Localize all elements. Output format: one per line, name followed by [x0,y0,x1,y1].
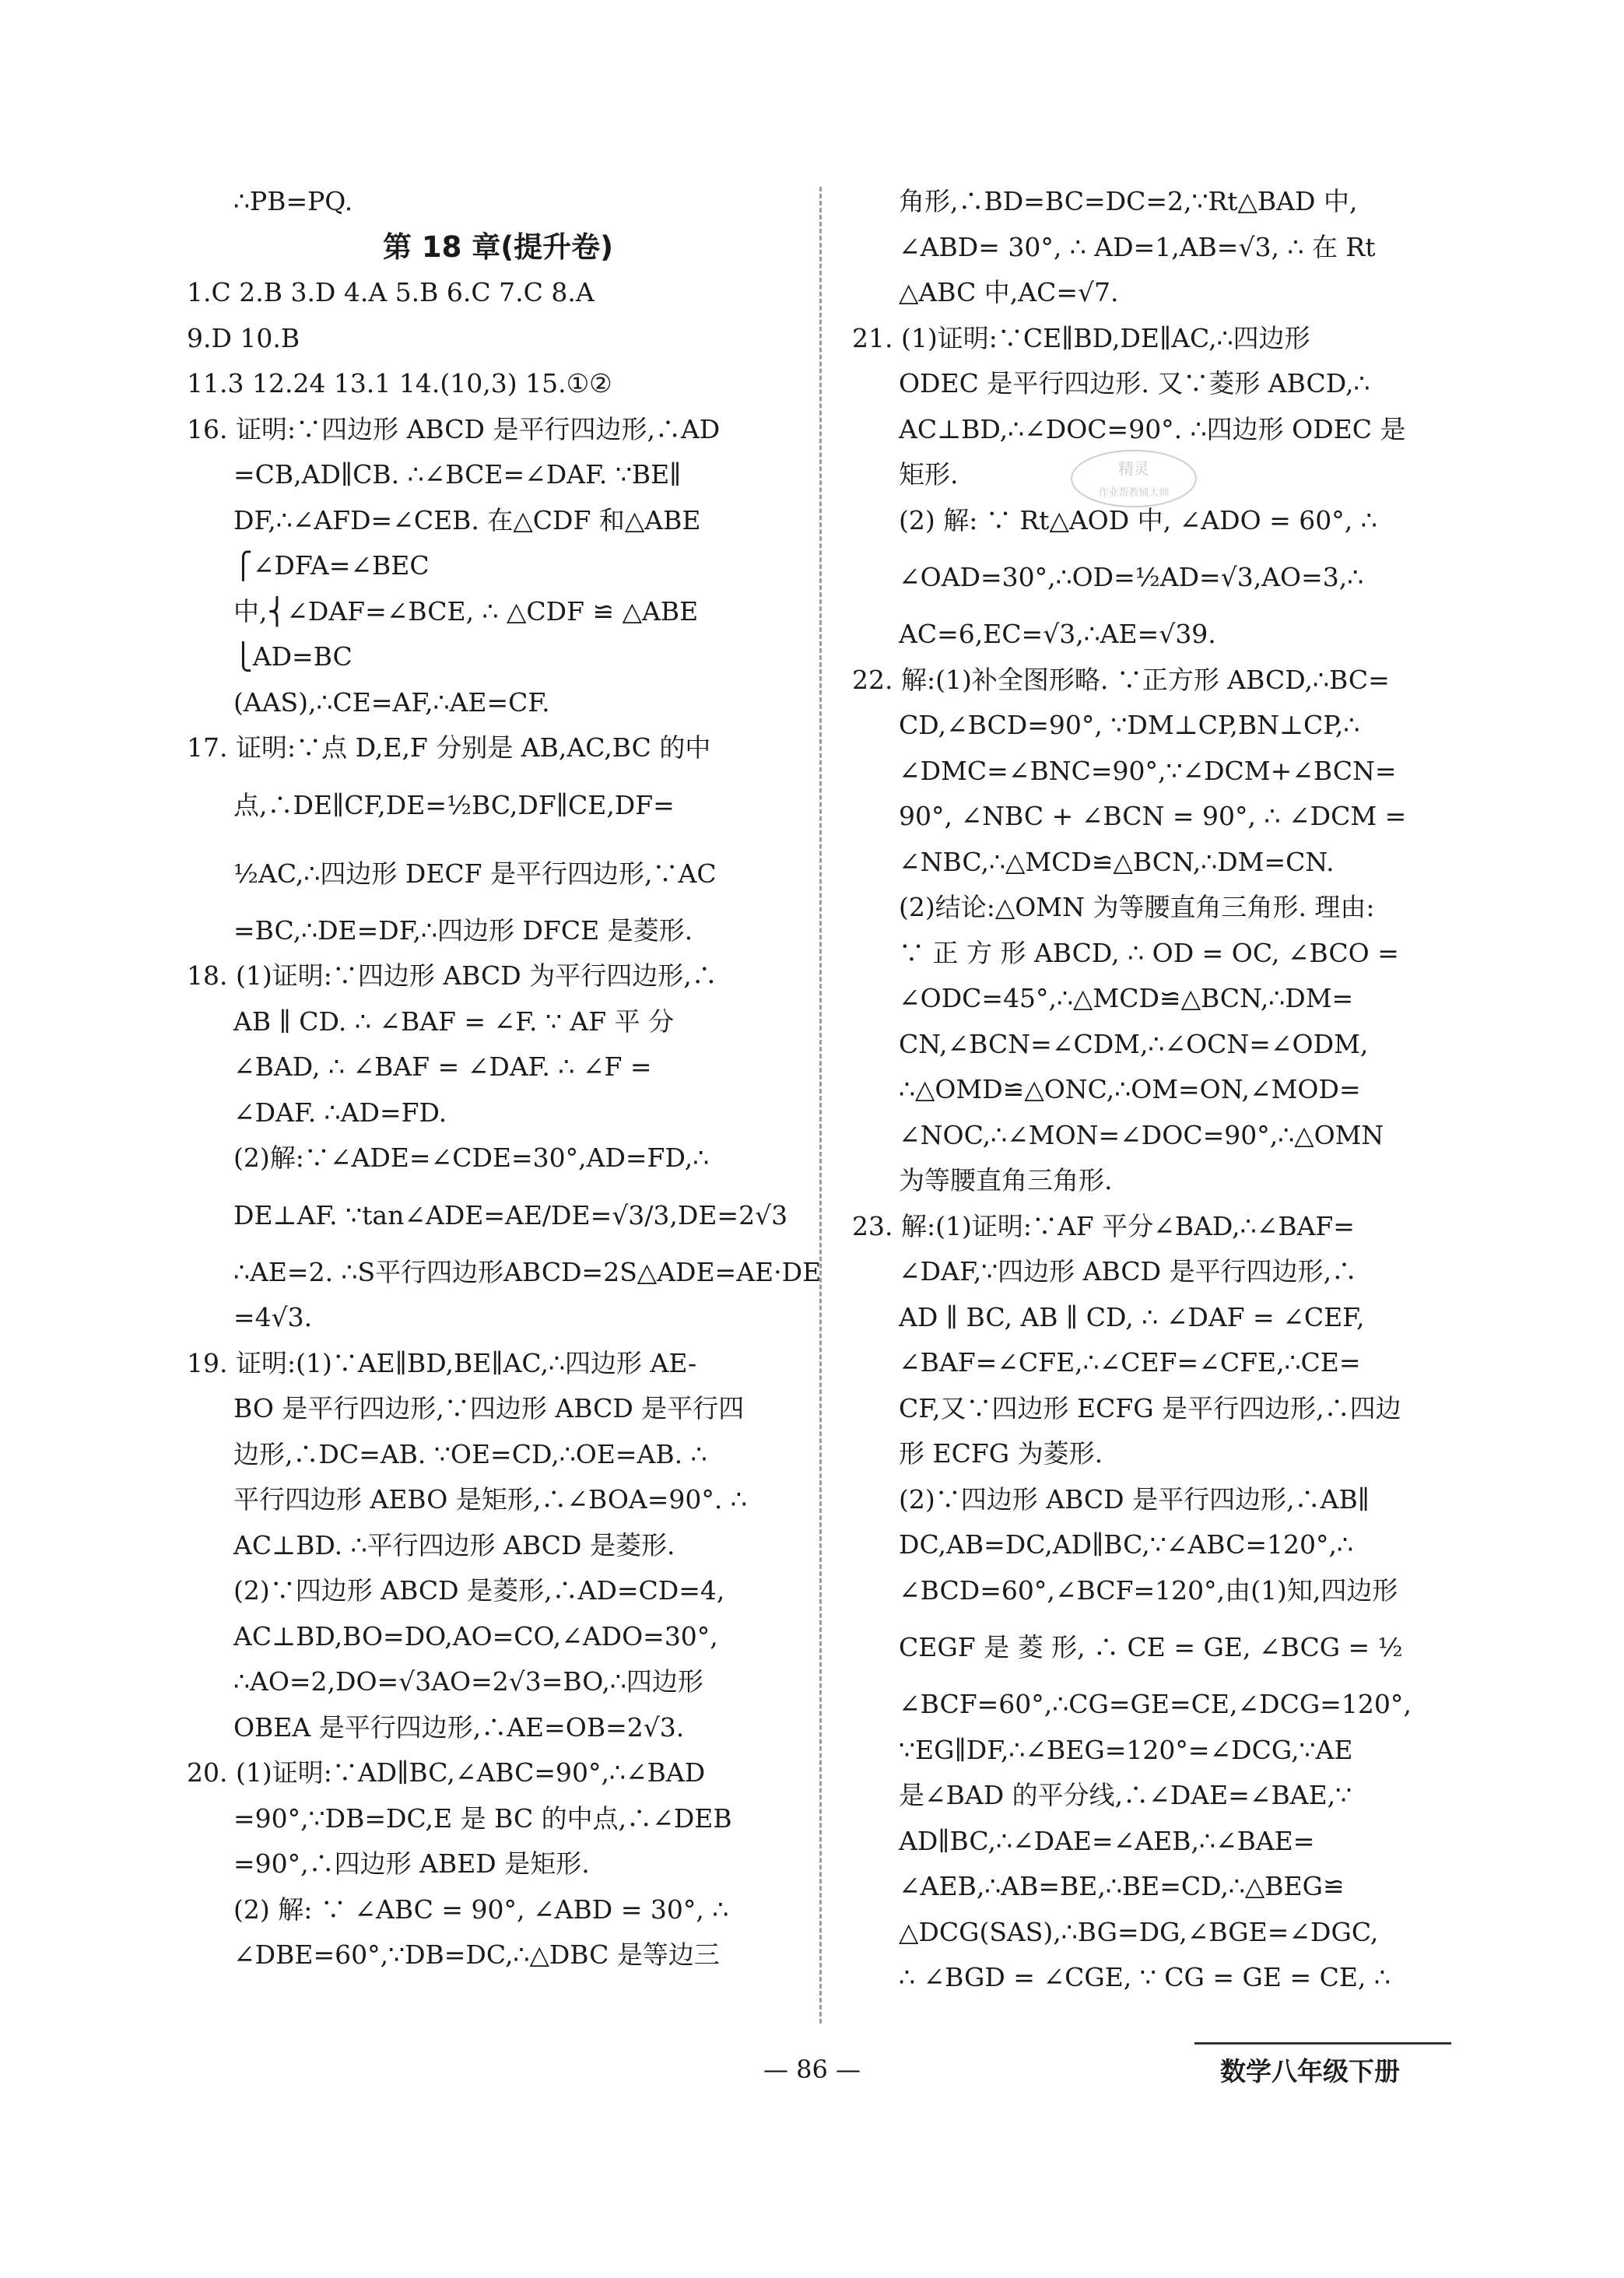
text-line: ½AC,∴四边形 DECF 是平行四边形,∵AC [233,858,717,889]
text-line: =90°,∴四边形 ABED 是矩形. [233,1848,590,1879]
text-line: DE⊥AF. ∵tan∠ADE=AE/DE=√3/3,DE=2√3 [233,1199,788,1230]
text-line: (2)∵四边形 ABCD 是平行四边形,∴AB∥ [899,1483,1370,1515]
text-line: ∵ 正 方 形 ABCD, ∴ OD = OC, ∠BCO = [899,937,1399,968]
text-line: ∠DMC=∠BNC=90°,∵∠DCM+∠BCN= [899,755,1397,786]
text-line: ∠DAF,∵四边形 ABCD 是平行四边形,∴ [899,1256,1358,1286]
text-line: 边形,∴DC=AB. ∵OE=CD,∴OE=AB. ∴ [233,1438,707,1469]
text-line: (2)结论:△OMN 为等腰直角三角形. 理由: [899,892,1375,922]
text-line: ODEC 是平行四边形. 又∵菱形 ABCD,∴ [899,368,1370,398]
left-column [187,179,822,1978]
text-line: 是∠BAD 的平分线,∴∠DAE=∠BAE,∵ [899,1780,1352,1810]
text-line: CF,又∵四边形 ECFG 是平行四边形,∴四边 [899,1392,1401,1423]
text-line: ∠OAD=30°,∴OD=½AD=√3,AO=3,∴ [899,562,1364,592]
text-line: =CB,AD∥CB. ∴∠BCE=∠DAF. ∵BE∥ [233,459,682,490]
text-line: ∠BCF=60°,∴CG=GE=CE,∠DCG=120°, [899,1689,1412,1719]
text-line: AD ∥ BC, AB ∥ CD, ∴ ∠DAF = ∠CEF, [899,1301,1365,1332]
text-line: CD,∠BCD=90°, ∵DM⊥CP,BN⊥CP,∴ [899,710,1360,740]
text-line: OBEA 是平行四边形,∴AE=OB=2√3. [233,1711,685,1743]
text-line: 16. 证明:∵四边形 ABCD 是平行四边形,∴AD [187,413,721,444]
text-line: △DCG(SAS),∴BG=DG,∠BGE=∠DGC, [899,1916,1379,1947]
text-line: 23. 解:(1)证明:∵AF 平分∠BAD,∴∠BAF= [852,1210,1355,1241]
text-line: 点,∴DE∥CF,DE=½BC,DF∥CE,DF= [233,789,675,820]
text-line: AC⊥BD,BO=DO,AO=CO,∠ADO=30°, [233,1620,718,1651]
column-divider [819,187,822,2024]
text-line: △ABC 中,AC=√7. [899,277,1119,307]
text-line: ∠NBC,∴△MCD≌△BCN,∴DM=CN. [899,846,1335,877]
text-line: (AAS),∴CE=AF,∴AE=CF. [233,686,550,718]
text-line: ∴AO=2,DO=√3AO=2√3=BO,∴四边形 [233,1666,703,1697]
text-line: DF,∴∠AFD=∠CEB. 在△CDF 和△ABE [233,504,701,535]
text-line: =90°,∵DB=DC,E 是 BC 的中点,∴∠DEB [233,1802,732,1834]
text-line: (2) 解: ∵ ∠ABC = 90°, ∠ABD = 30°, ∴ [233,1894,729,1925]
stamp-bottom-text: 作业帮教辅大师 [1098,487,1170,499]
text-line: 18. (1)证明:∵四边形 ABCD 为平行四边形,∴ [187,960,717,991]
text-line: 9.D 10.B [187,322,300,353]
text-line: 90°, ∠NBC + ∠BCN = 90°, ∴ ∠DCM = [899,801,1407,831]
text-line: 为等腰直角三角形. [899,1165,1113,1195]
text-line: =BC,∴DE=DF,∴四边形 DFCE 是菱形. [233,914,693,946]
text-line: 中,⎨∠DAF=∠BCE, ∴ △CDF ≌ △ABE [233,595,699,627]
text-line: 21. (1)证明:∵CE∥BD,DE∥AC,∴四边形 [852,322,1310,353]
book-title: 数学八年级下册 [1220,2056,1400,2087]
text-line: ∠AEB,∴AB=BE,∴BE=CD,∴△BEG≌ [899,1871,1345,1901]
text-line: AC=6,EC=√3,∴AE=√39. [899,619,1216,649]
text-line: ∠BAF=∠CFE,∴∠CEF=∠CFE,∴CE= [899,1347,1361,1378]
text-line: AB ∥ CD. ∴ ∠BAF = ∠F. ∵ AF 平 分 [233,1006,675,1037]
stamp-top-text: 精灵 [1118,459,1149,478]
text-line: ∴PB=PQ. [233,186,353,216]
text-line: 22. 解:(1)补全图形略. ∵正方形 ABCD,∴BC= [852,664,1390,695]
text-line: ∴△OMD≌△ONC,∴OM=ON,∠MOD= [899,1074,1361,1104]
text-line: 形 ECFG 为菱形. [899,1438,1103,1469]
text-line: CN,∠BCN=∠CDM,∴∠OCN=∠ODM, [899,1028,1369,1059]
text-line: 角形,∴BD=BC=DC=2,∵Rt△BAD 中, [899,186,1358,216]
text-line: =4√3. [233,1302,313,1332]
text-line: 20. (1)证明:∵AD∥BC,∠ABC=90°,∴∠BAD [187,1757,706,1788]
text-line: AC⊥BD. ∴平行四边形 ABCD 是菱形. [233,1529,675,1560]
text-line: ∠DAF. ∴AD=FD. [233,1097,447,1128]
text-line: ∠DBE=60°,∵DB=DC,∴△DBC 是等边三 [233,1939,720,1970]
text-line: 17. 证明:∵点 D,E,F 分别是 AB,AC,BC 的中 [187,732,711,763]
text-line: (2) 解: ∵ Rt△AOD 中, ∠ADO = 60°, ∴ [899,504,1377,535]
watermark-stamp [1068,448,1200,510]
page-number: — 86 — [763,2055,861,2084]
text-line: ⎩AD=BC [233,641,353,672]
text-line: ∠BCD=60°,∠BCF=120°,由(1)知,四边形 [899,1574,1398,1606]
text-line: BO 是平行四边形,∵四边形 ABCD 是平行四 [233,1393,745,1423]
text-line: 19. 证明:(1)∵AE∥BD,BE∥AC,∴四边形 AE- [187,1347,697,1378]
text-line: CEGF 是 菱 形, ∴ CE = GE, ∠BCG = ½ [899,1632,1403,1662]
text-line: (2)解:∵∠ADE=∠CDE=30°,AD=FD,∴ [233,1143,710,1173]
text-line: DC,AB=DC,AD∥BC,∵∠ABC=120°,∴ [899,1529,1353,1560]
text-line: ∠ABD= 30°, ∴ AD=1,AB=√3, ∴ 在 Rt [899,231,1376,262]
text-line: 平行四边形 AEBO 是矩形,∴∠BOA=90°. ∴ [233,1484,747,1515]
text-line: ∴AE=2. ∴S平行四边形ABCD=2S△ADE=AE·DE [233,1256,822,1287]
text-line: (2)∵四边形 ABCD 是菱形,∴AD=CD=4, [233,1575,725,1606]
text-line: 11.3 12.24 13.1 14.(10,3) 15.①② [187,368,612,398]
text-line: ⎧∠DFA=∠BEC [233,550,430,581]
text-line: 1.C 2.B 3.D 4.A 5.B 6.C 7.C 8.A [187,277,595,307]
text-line: AC⊥BD,∴∠DOC=90°. ∴四边形 ODEC 是 [899,413,1406,444]
text-line: ∵EG∥DF,∴∠BEG=120°=∠DCG,∵AE [899,1734,1353,1765]
footer-rule [1194,2042,1451,2045]
text-line: AD∥BC,∴∠DAE=∠AEB,∴∠BAE= [899,1825,1315,1856]
text-line: 矩形. [899,459,959,490]
text-line: ∠BAD, ∴ ∠BAF = ∠DAF. ∴ ∠F = [233,1051,652,1082]
text-line: ∠NOC,∴∠MON=∠DOC=90°,∴△OMN [899,1119,1384,1150]
text-line: ∴ ∠BGD = ∠CGE, ∵ CG = GE = CE, ∴ [899,1962,1391,1992]
text-line: 第 18 章(提升卷) [382,230,614,264]
text-line: ∠ODC=45°,∴△MCD≌△BCN,∴DM= [899,983,1354,1013]
